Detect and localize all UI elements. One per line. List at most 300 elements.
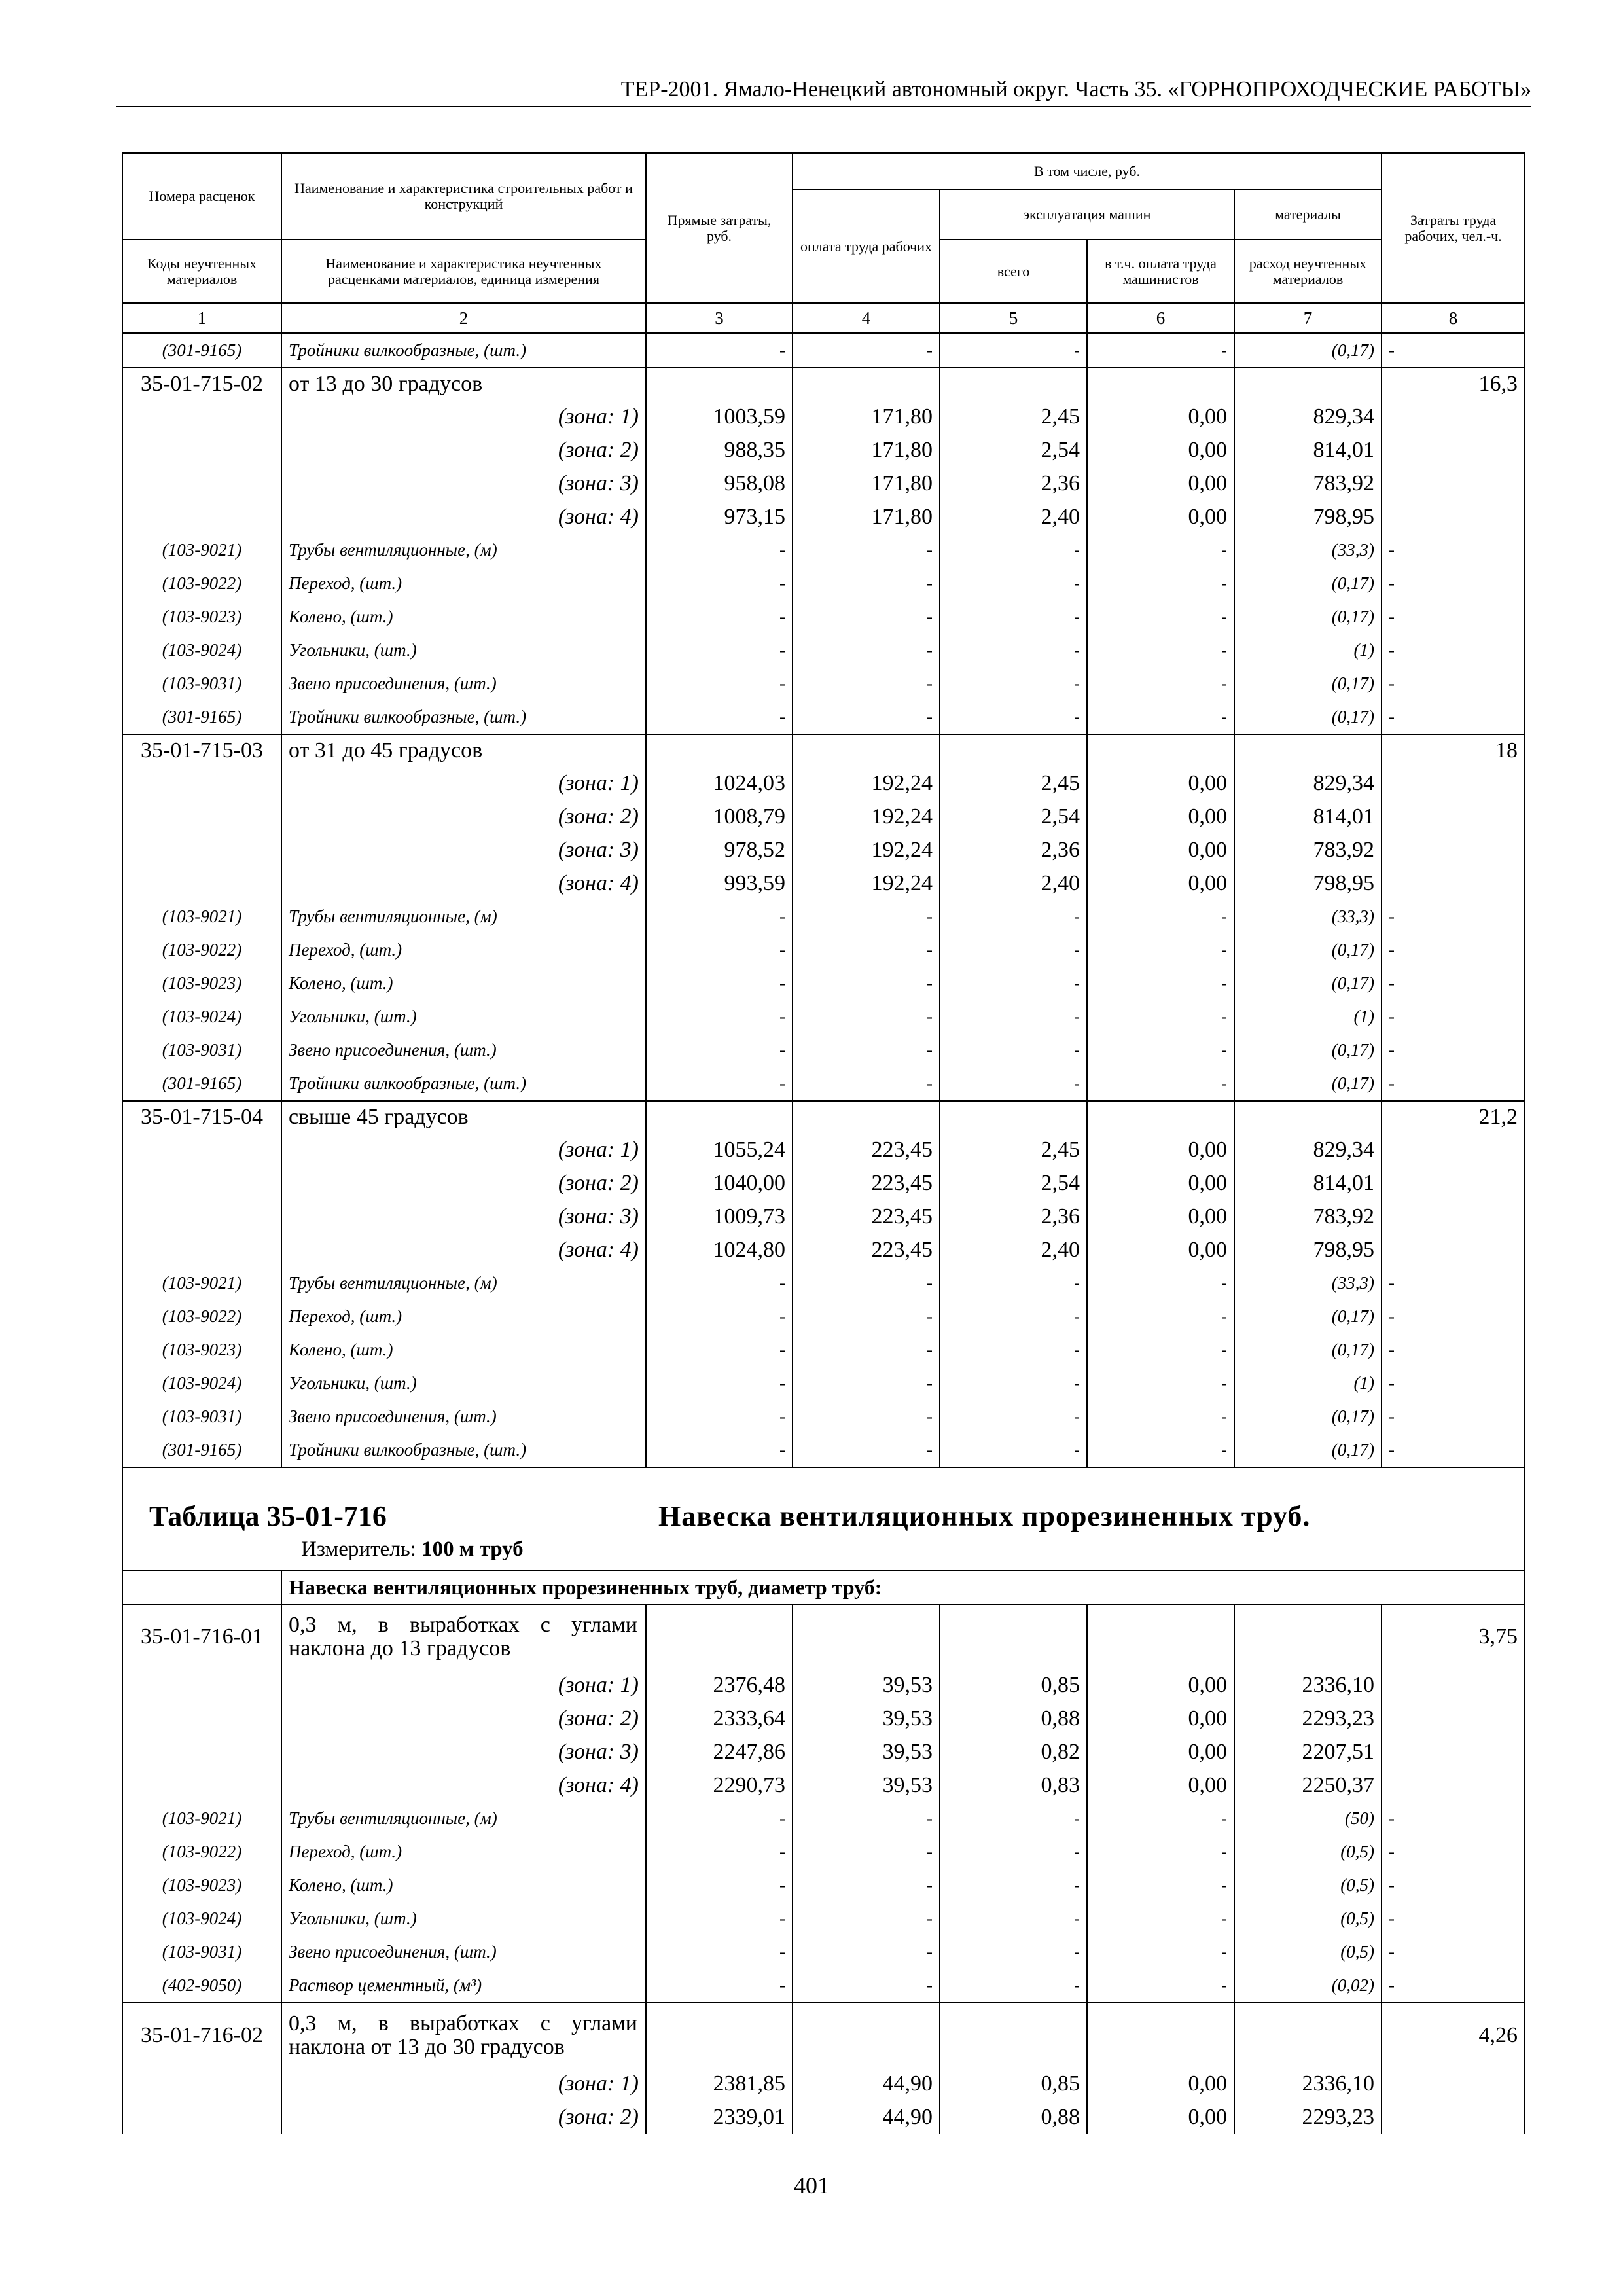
direct-cost: 1024,03 [646,766,793,800]
labor-cost: 21,2 [1382,1101,1525,1133]
rate-name: от 13 до 30 градусов [281,368,646,400]
zone-label: (зона: 2) [281,800,646,833]
empty-cell [646,1604,793,1668]
dash-cell: - [793,1033,940,1067]
machines-total: 0,85 [940,1668,1087,1702]
zone-label: (зона: 1) [281,1668,646,1702]
resource-code: (103-9022) [122,567,281,600]
empty-cell [793,1101,940,1133]
labor-pay: 171,80 [793,500,940,533]
empty-cell [1234,734,1382,766]
dash-cell: - [646,1802,793,1835]
resource-quantity: (0,17) [1234,567,1382,600]
dash-cell: - [1087,967,1234,1000]
resource-name: Звено присоединения, (шт.) [281,667,646,700]
dash-cell: - [646,1333,793,1367]
empty-cell [122,1570,281,1604]
resource-quantity: (0,5) [1234,1869,1382,1902]
resource-row [122,967,1525,1000]
dash-cell: - [940,1935,1087,1969]
dash-cell: - [1087,533,1234,567]
header-including: В том числе, руб. [793,153,1382,190]
dash-cell: - [793,900,940,933]
resource-quantity: (33,3) [1234,1266,1382,1300]
machines-total: 2,40 [940,500,1087,533]
resource-row [122,900,1525,933]
dash-cell: - [940,1300,1087,1333]
resource-name: Тройники вилкообразные, (шт.) [281,333,646,368]
materials: 814,01 [1234,433,1382,467]
machines-total: 2,54 [940,1166,1087,1200]
resource-quantity: (0,17) [1234,1067,1382,1101]
resource-quantity: (0,17) [1234,1033,1382,1067]
empty-cell [122,2100,281,2134]
resource-name: Переход, (шт.) [281,933,646,967]
dash-cell: - [793,1300,940,1333]
empty-cell [793,734,940,766]
empty-cell [1087,2003,1234,2067]
operators-pay: 0,00 [1087,1200,1234,1233]
machines-total: 2,54 [940,800,1087,833]
empty-cell [1382,1166,1525,1200]
resource-code: (103-9023) [122,600,281,634]
zone-label: (зона: 3) [281,1200,646,1233]
rate-code: 35-01-716-02 [122,2003,281,2067]
operators-pay: 0,00 [1087,1166,1234,1200]
empty-cell [1382,1133,1525,1166]
resource-row [122,700,1525,734]
dash-cell: - [646,900,793,933]
dash-cell: - [940,1367,1087,1400]
dash-cell: - [1382,1902,1525,1935]
column-number: 7 [1234,303,1382,333]
dash-cell: - [1087,600,1234,634]
zone-row [122,1702,1525,1735]
table-heading-block [130,1468,1518,1570]
machines-total: 2,36 [940,467,1087,500]
dash-cell: - [793,967,940,1000]
labor-pay: 223,45 [793,1133,940,1166]
dash-cell: - [940,1067,1087,1101]
direct-cost: 1003,59 [646,400,793,433]
labor-cost: 16,3 [1382,368,1525,400]
table-id: Таблица 35-01-716 [149,1500,387,1532]
empty-cell [122,1702,281,1735]
zone-row [122,500,1525,533]
empty-cell [122,766,281,800]
resource-quantity: (1) [1234,1000,1382,1033]
column-number: 3 [646,303,793,333]
dash-cell: - [940,333,1087,368]
empty-cell [1382,867,1525,900]
resource-quantity: (0,5) [1234,1935,1382,1969]
materials: 2293,23 [1234,2100,1382,2134]
empty-cell [1087,1101,1234,1133]
empty-cell [122,1668,281,1702]
table-heading-row [122,1467,1525,1570]
dash-cell: - [646,1300,793,1333]
resource-row [122,567,1525,600]
labor-pay: 192,24 [793,867,940,900]
empty-cell [1382,467,1525,500]
zone-label: (зона: 3) [281,1735,646,1768]
rate-row [122,368,1525,400]
empty-cell [1382,400,1525,433]
dash-cell: - [1382,1433,1525,1467]
resource-name: Тройники вилкообразные, (шт.) [281,1433,646,1467]
rate-code: 35-01-715-03 [122,734,281,766]
operators-pay: 0,00 [1087,1702,1234,1735]
dash-cell: - [940,1333,1087,1367]
column-number: 4 [793,303,940,333]
labor-pay: 192,24 [793,800,940,833]
resource-quantity: (0,17) [1234,667,1382,700]
operators-pay: 0,00 [1087,833,1234,867]
operators-pay: 0,00 [1087,1768,1234,1802]
resource-name: Переход, (шт.) [281,1300,646,1333]
resource-quantity: (33,3) [1234,900,1382,933]
dash-cell: - [940,667,1087,700]
materials: 829,34 [1234,766,1382,800]
dash-cell: - [940,1000,1087,1033]
materials: 783,92 [1234,833,1382,867]
resource-code: (103-9022) [122,1835,281,1869]
resource-row [122,1033,1525,1067]
empty-cell [646,1101,793,1133]
header-operators-pay: в т.ч. оплата труда машинистов [1087,240,1234,303]
group-title: Навеска вентиляционных прорезиненных труб, диаметр труб: [281,1570,1525,1604]
dash-cell: - [793,667,940,700]
dash-cell: - [793,700,940,734]
empty-cell [122,433,281,467]
resource-quantity: (0,5) [1234,1835,1382,1869]
dash-cell: - [1382,900,1525,933]
resource-code: (103-9024) [122,1000,281,1033]
dash-cell: - [646,1033,793,1067]
header-direct-costs: Прямые затраты, руб. [646,153,793,303]
dash-cell: - [1087,1935,1234,1969]
dash-cell: - [646,1266,793,1300]
dash-cell: - [793,1969,940,2003]
zone-row [122,867,1525,900]
zone-row [122,766,1525,800]
resource-quantity: (0,17) [1234,1433,1382,1467]
header-rate-numbers: Номера расценок [122,153,281,240]
zone-label: (зона: 1) [281,766,646,800]
empty-cell [1382,1233,1525,1266]
dash-cell: - [940,1033,1087,1067]
empty-cell [1382,833,1525,867]
dash-cell: - [646,567,793,600]
empty-cell [122,500,281,533]
zone-label: (зона: 1) [281,400,646,433]
resource-name: Угольники, (шт.) [281,1367,646,1400]
empty-cell [1382,433,1525,467]
machines-total: 2,54 [940,433,1087,467]
resource-code: (103-9021) [122,533,281,567]
resource-row [122,1266,1525,1300]
labor-pay: 44,90 [793,2067,940,2100]
dash-cell: - [940,634,1087,667]
labor-pay: 39,53 [793,1702,940,1735]
direct-cost: 958,08 [646,467,793,500]
dash-cell: - [1087,1367,1234,1400]
header-machines-total: всего [940,240,1087,303]
resource-code: (301-9165) [122,700,281,734]
resource-name: Колено, (шт.) [281,600,646,634]
resource-code: (103-9021) [122,1802,281,1835]
dash-cell: - [646,1835,793,1869]
direct-cost: 2376,48 [646,1668,793,1702]
dash-cell: - [793,933,940,967]
labor-pay: 39,53 [793,1668,940,1702]
labor-cost: 18 [1382,734,1525,766]
dash-cell: - [646,1400,793,1433]
dash-cell: - [1382,1300,1525,1333]
direct-cost: 988,35 [646,433,793,467]
dash-cell: - [940,1266,1087,1300]
empty-cell [122,1166,281,1200]
empty-cell [940,368,1087,400]
machines-total: 2,45 [940,1133,1087,1166]
direct-cost: 2381,85 [646,2067,793,2100]
resource-row [122,1067,1525,1101]
dash-cell: - [1087,1400,1234,1433]
materials: 2336,10 [1234,1668,1382,1702]
resource-quantity: (50) [1234,1802,1382,1835]
zone-row [122,1668,1525,1702]
empty-cell [940,1101,1087,1133]
empty-cell [122,400,281,433]
direct-cost: 1008,79 [646,800,793,833]
resource-code: (402-9050) [122,1969,281,2003]
resource-name: Трубы вентиляционные, (м) [281,533,646,567]
resource-name: Тройники вилкообразные, (шт.) [281,700,646,734]
resource-quantity: (0,17) [1234,967,1382,1000]
running-header: ТЕР-2001. Ямало-Ненецкий автономный округ. Часть 35. «ГОРНОПРОХОДЧЕСКИЕ РАБОТЫ» [116,73,1531,107]
header-resource-codes: Коды неучтенных материалов [122,240,281,303]
direct-cost: 2339,01 [646,2100,793,2134]
resource-row [122,333,1525,368]
direct-cost: 1055,24 [646,1133,793,1166]
resource-name: Переход, (шт.) [281,567,646,600]
operators-pay: 0,00 [1087,800,1234,833]
empty-cell [793,2003,940,2067]
resource-row [122,1367,1525,1400]
table-title: Навеска вентиляционных прорезиненных труб. [658,1500,1311,1532]
dash-cell: - [646,1000,793,1033]
empty-cell [1382,1768,1525,1802]
zone-row [122,1233,1525,1266]
resource-code: (103-9022) [122,933,281,967]
zone-row [122,467,1525,500]
resource-name: Трубы вентиляционные, (м) [281,1802,646,1835]
resource-row [122,1333,1525,1367]
column-numbers-row [122,303,1525,333]
dash-cell: - [1382,967,1525,1000]
dash-cell: - [646,1367,793,1400]
resource-name: Колено, (шт.) [281,1333,646,1367]
empty-cell [1382,2067,1525,2100]
resource-code: (103-9023) [122,1333,281,1367]
labor-pay: 44,90 [793,2100,940,2134]
dash-cell: - [940,1969,1087,2003]
operators-pay: 0,00 [1087,1233,1234,1266]
dash-cell: - [1087,1969,1234,2003]
dash-cell: - [940,967,1087,1000]
dash-cell: - [793,1902,940,1935]
resource-name: Звено присоединения, (шт.) [281,1400,646,1433]
dash-cell: - [1382,1400,1525,1433]
zone-label: (зона: 4) [281,1233,646,1266]
resource-quantity: (33,3) [1234,533,1382,567]
direct-cost: 1009,73 [646,1200,793,1233]
empty-cell [122,467,281,500]
resource-code: (301-9165) [122,333,281,368]
dash-cell: - [1382,333,1525,368]
materials: 814,01 [1234,1166,1382,1200]
resource-quantity: (1) [1234,1367,1382,1400]
rate-row [122,734,1525,766]
empty-cell [1234,2003,1382,2067]
dash-cell: - [646,1433,793,1467]
resource-code: (103-9024) [122,634,281,667]
dash-cell: - [1382,700,1525,734]
resource-quantity: (0,17) [1234,700,1382,734]
rate-code: 35-01-716-01 [122,1604,281,1668]
operators-pay: 0,00 [1087,867,1234,900]
operators-pay: 0,00 [1087,400,1234,433]
rate-row [122,2003,1525,2067]
dash-cell: - [793,1367,940,1400]
labor-pay: 223,45 [793,1200,940,1233]
dash-cell: - [940,1400,1087,1433]
machines-total: 0,88 [940,1702,1087,1735]
dash-cell: - [1087,900,1234,933]
resource-name: Угольники, (шт.) [281,634,646,667]
unit-line [301,1537,524,1562]
dash-cell: - [793,567,940,600]
zone-row [122,1735,1525,1768]
resource-code: (103-9031) [122,1400,281,1433]
empty-cell [1234,1604,1382,1668]
dash-cell: - [1382,1333,1525,1367]
resource-code: (301-9165) [122,1433,281,1467]
machines-total: 0,88 [940,2100,1087,2134]
dash-cell: - [646,634,793,667]
dash-cell: - [1087,1266,1234,1300]
resource-code: (103-9022) [122,1300,281,1333]
dash-cell: - [646,933,793,967]
zone-label: (зона: 4) [281,1768,646,1802]
rate-row [122,1604,1525,1668]
empty-cell [1382,1702,1525,1735]
resource-code: (103-9023) [122,967,281,1000]
dash-cell: - [646,1935,793,1969]
resource-row [122,1969,1525,2003]
dash-cell: - [1382,533,1525,567]
dash-cell: - [940,600,1087,634]
zone-label: (зона: 2) [281,1166,646,1200]
resource-name: Звено присоединения, (шт.) [281,1935,646,1969]
operators-pay: 0,00 [1087,766,1234,800]
operators-pay: 0,00 [1087,2067,1234,2100]
zone-label: (зона: 1) [281,1133,646,1166]
dash-cell: - [646,1969,793,2003]
zone-row [122,1768,1525,1802]
dash-cell: - [940,533,1087,567]
dash-cell: - [940,567,1087,600]
zone-row [122,400,1525,433]
resource-name: Трубы вентиляционные, (м) [281,900,646,933]
empty-cell [122,1200,281,1233]
resource-quantity: (1) [1234,634,1382,667]
zone-row [122,2100,1525,2134]
dash-cell: - [1087,1300,1234,1333]
direct-cost: 993,59 [646,867,793,900]
resource-code: (103-9021) [122,1266,281,1300]
resource-code: (103-9031) [122,667,281,700]
machines-total: 2,36 [940,833,1087,867]
materials: 798,95 [1234,1233,1382,1266]
resource-row [122,1869,1525,1902]
dash-cell: - [1087,1433,1234,1467]
labor-pay: 171,80 [793,433,940,467]
machines-total: 2,36 [940,1200,1087,1233]
resource-quantity: (0,17) [1234,1333,1382,1367]
machines-total: 0,83 [940,1768,1087,1802]
dash-cell: - [793,1869,940,1902]
unit-label: Измеритель: [301,1537,416,1561]
resource-row [122,1300,1525,1333]
resource-row [122,1935,1525,1969]
materials: 783,92 [1234,1200,1382,1233]
dash-cell: - [1382,933,1525,967]
dash-cell: - [1087,1835,1234,1869]
resource-code: (103-9024) [122,1367,281,1400]
empty-cell [646,2003,793,2067]
price-table [122,152,1525,2134]
resource-quantity: (0,17) [1234,600,1382,634]
dash-cell: - [1087,1802,1234,1835]
direct-cost: 2333,64 [646,1702,793,1735]
direct-cost: 973,15 [646,500,793,533]
zone-label: (зона: 4) [281,867,646,900]
dash-cell: - [1087,1869,1234,1902]
resource-name: Трубы вентиляционные, (м) [281,1266,646,1300]
dash-cell: - [1382,1000,1525,1033]
dash-cell: - [793,600,940,634]
column-number: 1 [122,303,281,333]
empty-cell [940,1604,1087,1668]
resource-code: (103-9023) [122,1869,281,1902]
empty-cell [1382,1668,1525,1702]
dash-cell: - [646,533,793,567]
resource-code: (301-9165) [122,1067,281,1101]
operators-pay: 0,00 [1087,500,1234,533]
dash-cell: - [793,1067,940,1101]
resource-row [122,1433,1525,1467]
labor-pay: 171,80 [793,467,940,500]
zone-row [122,1133,1525,1166]
empty-cell [122,833,281,867]
column-number: 2 [281,303,646,333]
dash-cell: - [1087,1067,1234,1101]
dash-cell: - [793,1266,940,1300]
column-number: 6 [1087,303,1234,333]
empty-cell [1382,766,1525,800]
materials: 783,92 [1234,467,1382,500]
